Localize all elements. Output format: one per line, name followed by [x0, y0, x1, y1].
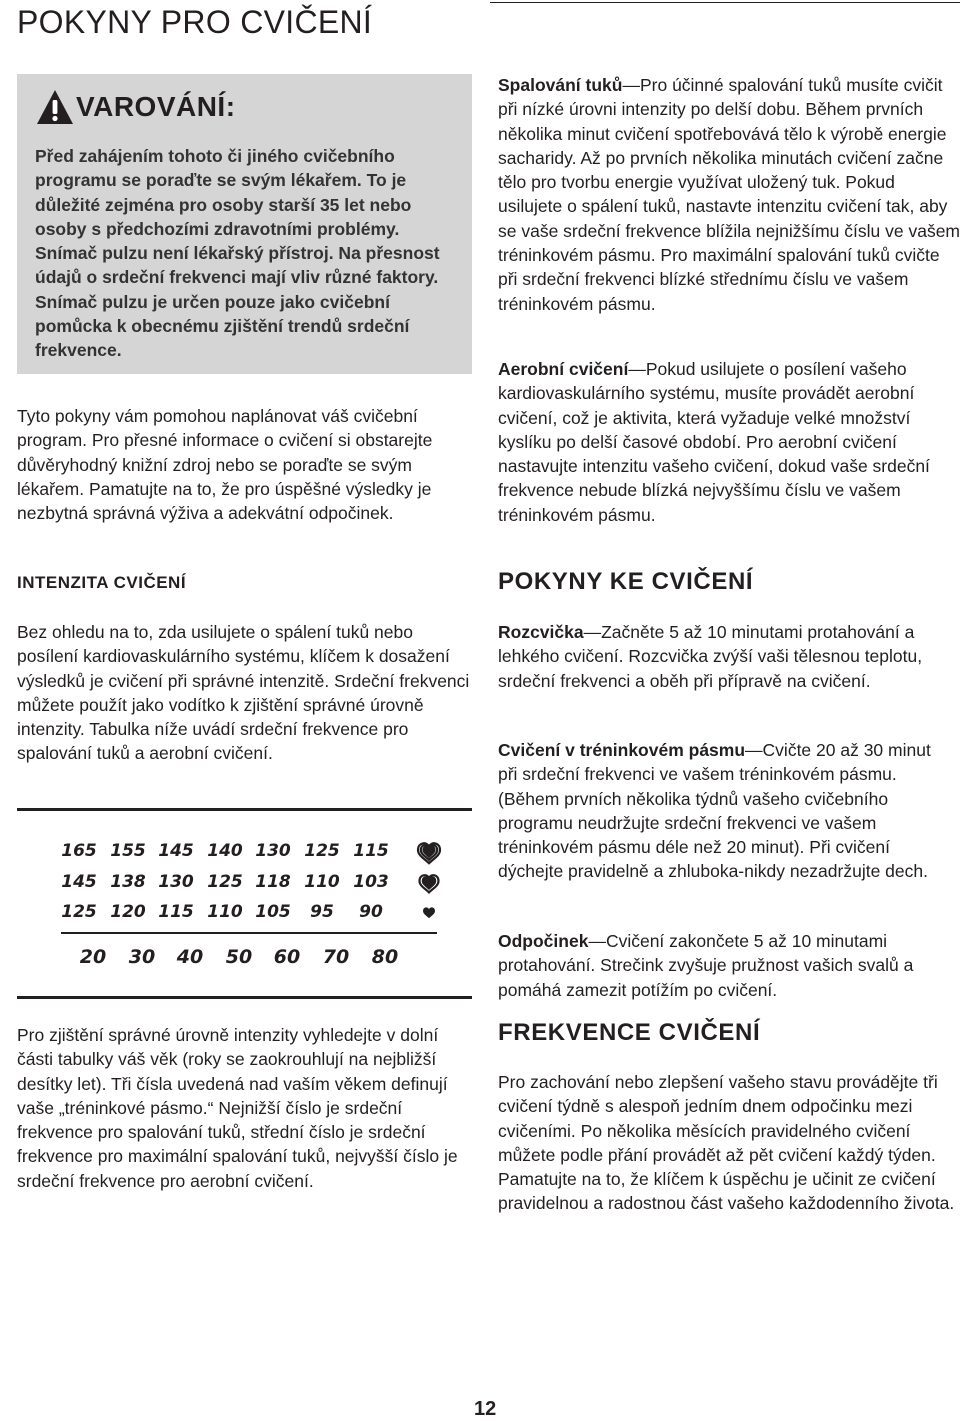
warning-header — [35, 88, 236, 126]
intensity-heading: INTENZITA CVIČENÍ — [17, 573, 187, 592]
zone-text: —Cvičte 20 až 30 minut při srdeční frekvenci ve vašem tréninkovém pásmu. (Během prvních několika týdnů vašeho cvičebního programu neudržujte srdeční frekvenci ve vašem tréninkovém pásmu déle než 20 minut). Při cvičení dýchejte pravidelně a zhluboka-nikdy nezadržujte dech. — [498, 740, 931, 882]
heart-solid-icon — [423, 907, 435, 918]
guidelines-heading: POKYNY KE CVIČENÍ — [498, 568, 754, 595]
heart-rate-value: 118 — [255, 872, 291, 892]
heart-rate-value: 155 — [110, 841, 146, 861]
age-value: 80 — [371, 946, 399, 968]
warning-text: Před zahájením tohoto či jiného cvičebního programu se poraďte se svým lékařem. To je důležité zejména pro osoby starší 35 let nebo osoby s předchozími zdravotními problémy. Snímač pulzu není lékařský přístroj. Na přesnost údajů o srdeční frekvenci mají vliv různé faktory. Snímač pulzu je určen pouze jako cvičební pomůcka k obecnému zjištění trendů srdeční frekvence. — [35, 146, 440, 361]
aerobic-term: Aerobní cvičení — [498, 359, 629, 379]
fat-burn-term: Spalování tuků — [498, 75, 623, 95]
aerobic-text: —Pokud usilujete o posílení vašeho kardiovaskulárního systému, musíte provádět aerobní cvičení, což je aktivita, která vyžaduje velké množství kyslíku po delší časové období. Pro aerobní cvičení nastavujte intenzitu vašeho cvičení, dokud vaše srdeční frekvence nebude blízká nejvyššímu číslu ve vašem tréninkovém pásmu. — [498, 359, 930, 525]
warning-box — [17, 74, 472, 374]
page-number: 12 — [474, 1398, 497, 1420]
heart-rate-value: 95 — [310, 902, 334, 922]
warmup-term: Rozcvička — [498, 622, 584, 642]
heart-rate-value: 90 — [359, 902, 383, 922]
heart-rate-value: 115 — [158, 902, 194, 922]
heart-rate-value: 103 — [353, 872, 389, 892]
heart-rate-chart — [17, 811, 472, 996]
aerobic-paragraph — [498, 357, 960, 527]
top-rule — [490, 2, 960, 3]
chart-explanation-paragraph: Pro zjištění správné úrovně intenzity vyhledejte v dolní části tabulky váš věk (roky se zaokrouhlují na nejbližší desítky let). Tři čísla uvedená nad vaším věkem definují vaše „tréninkové pásmo.“ Nejnižší číslo je srdeční frekvence pro spalování tuků, střední číslo je srdeční frekvence pro maximální spalování tuků, nejvyšší číslo je srdeční frekvence pro aerobní cvičení. — [17, 1025, 458, 1191]
age-value: 60 — [273, 946, 301, 968]
heart-rate-value: 145 — [61, 872, 97, 892]
cooldown-term: Odpočinek — [498, 931, 589, 951]
age-value: 50 — [225, 946, 253, 968]
heart-rate-value: 120 — [110, 902, 146, 922]
heart-rate-value: 145 — [158, 841, 194, 861]
heart-rate-value: 130 — [158, 872, 194, 892]
heart-triple-outline-icon — [418, 843, 440, 863]
heart-rate-value: 125 — [207, 872, 243, 892]
cooldown-text: —Cvičení zakončete 5 až 10 minutami protahování. Strečink zvyšuje pružnost vašich svalů a pomáhá zamezit potížím po cvičení. — [498, 931, 914, 1000]
heart-rate-value: 110 — [304, 872, 340, 892]
heart-rate-table — [17, 808, 472, 999]
heart-double-outline-icon — [420, 875, 439, 892]
heart-rate-value: 165 — [61, 841, 97, 861]
warmup-paragraph — [498, 620, 938, 693]
age-value: 30 — [128, 946, 156, 968]
heart-rate-value: 125 — [304, 841, 340, 861]
heart-rate-value: 105 — [255, 902, 291, 922]
fat-burn-text: —Pro účinné spalování tuků musíte cvičit při nízké úrovni intenzity po delší dobu. Během prvních několika minut cvičení spotřebovává tělo k výrobě energie sacharidy. Až po prvních několika minutách cvičení začne tělo pro tvorbu energie využívat uložený tuk. Pokud usilujete o spálení tuků, nastavte intenzitu cvičení tak, aby se vaše srdeční frekvence blížila nejnižšímu číslu ve vašem tréninkovém pásmu. Pro maximální spalování tuků cvičte při srdeční frekvenci blízké střednímu číslu ve vašem tréninkovém pásmu. — [498, 75, 960, 314]
heart-rate-value: 138 — [110, 872, 146, 892]
page-title: POKYNY PRO CVIČENÍ — [17, 4, 373, 40]
intro-paragraph: Tyto pokyny vám pomohou naplánovat váš cvičební program. Pro přesné informace o cvičení si obstarejte důvěryhodný knižní zdroj nebo se poraďte se svým lékařem. Pamatujte na to, že pro úspěšné výsledky je nezbytná správná výživa a adekvátní odpočinek. — [17, 406, 433, 524]
heart-rate-value: 130 — [255, 841, 291, 861]
warmup-text: —Začněte 5 až 10 minutami protahování a lehkého cvičení. Rozcvička zvýší vaši tělesnou teplotu, srdeční frekvenci a oběh při přípravě na cvičení. — [498, 622, 923, 691]
heart-rate-value: 140 — [207, 841, 243, 861]
fat-burn-paragraph — [498, 73, 960, 316]
warning-triangle-icon — [35, 88, 75, 126]
cooldown-paragraph — [498, 929, 960, 1002]
heart-rate-value: 115 — [353, 841, 389, 861]
zone-paragraph — [498, 738, 946, 884]
heart-rate-value: 125 — [61, 902, 97, 922]
age-value: 70 — [322, 946, 350, 968]
age-value: 40 — [176, 946, 204, 968]
intensity-paragraph: Bez ohledu na to, zda usilujete o spálení tuků nebo posílení kardiovaskulárního systému, klíčem k dosažení výsledků je cvičení při správné intenzitě. Srdeční frekvenci můžete použít jako vodítko k zjištění správné úrovně intenzity. Tabulka níže uvádí srdeční frekvence pro spalování tuků a aerobní cvičení. — [17, 622, 470, 764]
frequency-paragraph: Pro zachování nebo zlepšení vašeho stavu provádějte tři cvičení týdně s alespoň jedním dnem odpočinku mezi cvičeními. Po několika měsících pravidelného cvičení můžete podle přání provádět až pět cvičení každý týden. Pamatujte na to, že klíčem k úspěchu je učinit ze cvičení pravidelnou a radostnou část vašeho každodenního života. — [498, 1072, 955, 1214]
frequency-heading: FREKVENCE CVIČENÍ — [498, 1019, 761, 1046]
age-value: 20 — [79, 946, 107, 968]
zone-term: Cvičení v tréninkovém pásmu — [498, 740, 746, 760]
warning-title: VAROVÁNÍ: — [76, 91, 236, 122]
heart-rate-value: 110 — [207, 902, 243, 922]
